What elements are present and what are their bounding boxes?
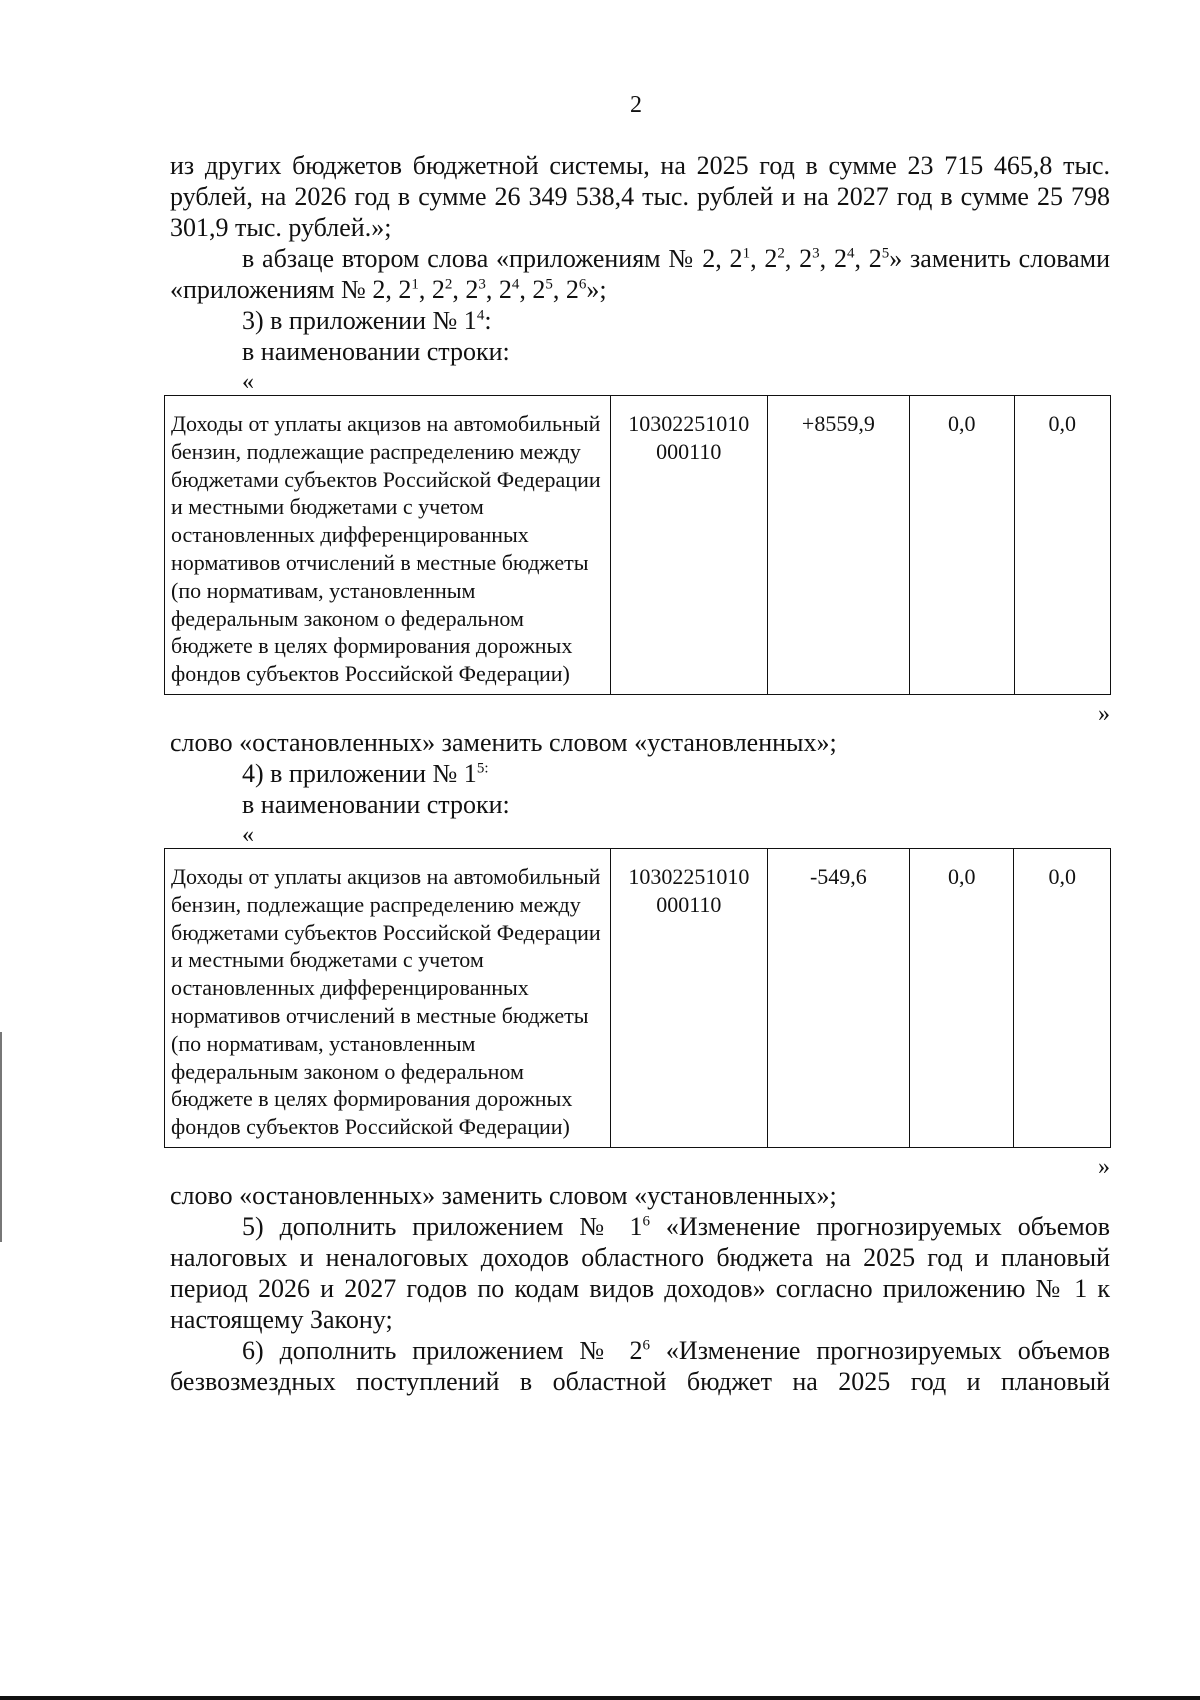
document-body — [170, 150, 1110, 1397]
item-5-paragraph: 5) дополнить приложением № $1^6$ «Изменение прогнозируемых объемов налоговых и неналоговых доходов областного бюджета на 2025 год и плановый период 2026 и 2027 годов по кодам видов доходов» согласно приложению № 1 к настоящему Закону; — [170, 1211, 1110, 1334]
item-3-heading: 3) в приложении № $1^4$: — [242, 306, 492, 335]
paragraph-transfers: из других бюджетов бюджетной системы, на 2025 год в сумме 23 715 465,8 тыс. рублей, на 2026 год в сумме 26 349 538,4 тыс. рублей и на 2027 год в сумме 25 798 301,9 тыс. рублей.»; — [170, 151, 1110, 242]
quote-close-mark: » — [1098, 700, 1110, 727]
row-name-cell: Доходы от уплаты акцизов на автомобильный бензин, подлежащие распределению между бюджетами субъектов Российской Федерации и местными бюджетами с учетом остановленных дифференцированных нормативов отчислений в местные бюджеты (по нормативам, установленным федеральным законом о федеральном бюджете в целях формирования дорожных фондов субъектов Российской Федерации) — [165, 396, 611, 695]
row-name-label: в наименовании строки: — [242, 337, 510, 366]
page-number: 2 — [630, 92, 642, 118]
scan-edge-mark — [0, 1032, 2, 1242]
row-name-cell: Доходы от уплаты акцизов на автомобильный бензин, подлежащие распределению между бюджетами субъектов Российской Федерации и местными бюджетами с учетом остановленных дифференцированных нормативов отчислений в местные бюджеты (по нормативам, установленным федеральным законом о федеральном бюджете в целях формирования дорожных фондов субъектов Российской Федерации) — [165, 848, 611, 1147]
value-2025-cell: +8559,9 — [767, 396, 909, 695]
quote-open-mark: « — [242, 821, 254, 848]
item-4-heading: 4) в приложении № $1^{5:}$ — [242, 758, 489, 788]
table-row — [165, 396, 1111, 695]
value-2027-cell: 0,0 — [1014, 848, 1111, 1147]
income-row-table-2 — [164, 848, 1111, 1148]
value-2027-cell: 0,0 — [1014, 396, 1111, 695]
quote-open-mark: « — [242, 369, 254, 395]
quote-close-mark: » — [1098, 1153, 1110, 1180]
value-2026-cell: 0,0 — [910, 396, 1014, 695]
row-name-label: в наименовании строки: — [242, 789, 510, 819]
item-6-paragraph: 6) дополнить приложением № $2^6$ «Изменение прогнозируемых объемов безвозмездных поступлений в областной бюджет на 2025 год и плановый — [170, 1335, 1110, 1396]
replace-word-line: слово «остановленных» заменить словом «установленных»; — [170, 727, 837, 757]
replace-word-line: слово «остановленных» заменить словом «установленных»; — [170, 1180, 837, 1210]
paragraph-appendix-list: в абзаце втором слова «приложениям № 2, $2^1$, $2^2$, $2^3$, $2^4$, $2^5$» заменить словами «приложениям № 2, $2^1$, $2^2$, $2^3$, $2^4$, $2^5$, $2^6$»; — [170, 244, 1111, 304]
scan-bottom-border — [0, 1696, 1200, 1700]
row-code-cell: 10302251010 000110 — [610, 396, 767, 695]
row-code-cell: 10302251010 000110 — [610, 848, 767, 1147]
value-2026-cell: 0,0 — [910, 848, 1014, 1147]
table-row — [165, 848, 1111, 1147]
income-row-table-1 — [164, 395, 1111, 695]
value-2025-cell: -549,6 — [767, 848, 909, 1147]
